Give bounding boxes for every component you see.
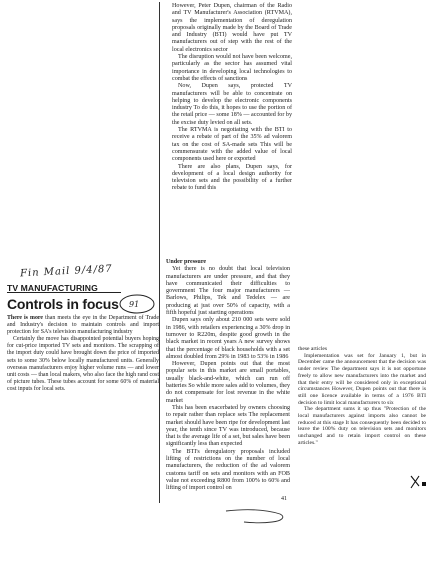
- page-number: 41: [281, 496, 287, 502]
- margin-mark: 91: [129, 300, 140, 309]
- section-kicker: TV MANUFACTURING: [7, 283, 98, 293]
- paragraph: There are also plans, Dupen says, for development of a local design authority for television sets and the possibility of a further rebate to fund this: [172, 163, 292, 192]
- paragraph: Now, Dupen says, protected TV manufacturers will be able to concentrate on helping to develop the electronic components industry To do this, it hopes to use the portion of the retail price — some 18% — accounted for by the excise duty levied on all sets.: [172, 83, 292, 126]
- article-intro: [7, 315, 159, 393]
- article-column-right: [298, 346, 426, 447]
- paragraph: The department sums it up thus "Protection of the local manufacturers against imports also cannot be reduced at this stage It has consequently been decided to leave the 100% duty on television sets and monitors unchanged and to retain import control on these articles.": [298, 406, 426, 446]
- paragraph: However, Peter Dupen, chairman of the Radio and TV Manufacturer's Association (RTVMA), says the implementation of deregulation proposals originally made by the Board of Trade and Industry (BTI) would have put TV manufacturers out of step with the rest of the local electronics sector: [172, 3, 292, 53]
- handwritten-circle-icon: [117, 293, 159, 315]
- paragraph: The disruption would not have been welcome, particularly as the sector has assumed vital importance in developing local technologies to combat the effects of sanctions: [172, 54, 292, 82]
- intro-text: than meets the eye in the Department of Trade and Industry's decision to maintain controls and import protection for SA's television manufacturing industry: [7, 315, 159, 336]
- paragraph: these articles: [298, 346, 328, 352]
- paragraph: Dupen says only about 210 000 sets were sold in 1986, with retailers experiencing a 30% drop in turnover to R220m, despite good growth in the black market in recent years A new survey shows that the percentage of black households with a set almost doubled from 29% in 1983 to 53% in 1986: [166, 317, 290, 360]
- article-column-bottom: [166, 257, 290, 493]
- paragraph: However, Dupen points out that the most popular sets in this market are small portables, usually black-and-white, which can run off batteries So while more sales add to volumes, they do not compensate for lost revenue in the white market: [166, 361, 290, 404]
- paragraph: The RTVMA is negotiating with the BTI to receive a rebate of part of the 35% ad valorem tax on the cost of SA-made sets This will be commensurate with the added value of local components used here or exported: [172, 127, 292, 163]
- paragraph: Certainly the move has disappointed potential buyers hoping for cut-price imported TV sets and monitors. The scrapping of the import duty could have brought down the price of imported sets to some 30% below locally manufactured units. Generally overseas manufacturers enjoy higher volume runs — and lower unit costs — than local makers, who also face the high rand cost of picture tubes. These tubes account for some 60% of material cost inputs for local sets.: [7, 336, 159, 392]
- handwritten-date-note: Fin Mail 9/4/87: [19, 263, 113, 280]
- paragraph: This has been exacerbated by owners choosing to repair rather than replace sets The replacement market should have been ripe for development last year, the tenth since TV was introduced, because that is the average life of a set, but sales have been significantly less than expected: [166, 404, 290, 448]
- end-mark-icon: [409, 472, 431, 490]
- column-rule: [159, 2, 160, 503]
- paragraph: Implementation was set for January 1, but in December came the announcement that the decision was under review The department says it is not opportune freely to allow new manufacturers into the market and that their entry will be considered only in exceptional circumstances However, Dupen points out that there is still one licence available in terms of a 1976 BTI decision to limit local manufacturers to six: [298, 352, 426, 406]
- article-column-top: [172, 3, 292, 193]
- subheading: Under pressure: [166, 259, 207, 265]
- scribble-icon: [224, 505, 294, 527]
- lead-in: There is more: [7, 315, 44, 321]
- intro-first-paragraph: [7, 315, 159, 336]
- headline: Controls in focus: [7, 296, 119, 312]
- paragraph: The BTI's deregulatory proposals included lifting of restrictions on the number of local manufacturers, the reduction of the ad valorem customs tariff on sets and monitors with an FOB value not exceeding R800 from 100% to 60% and lifting of import control on: [166, 448, 290, 492]
- paragraph: Yet there is no doubt that local television manufacturers are under pressure, and that they have communicated their difficulties to government The four major manufacturers — Barlows, Philips, Tek and Tedelex — are producing at just over 50% of capacity, with a fifth hopeful just starting operations: [166, 266, 290, 317]
